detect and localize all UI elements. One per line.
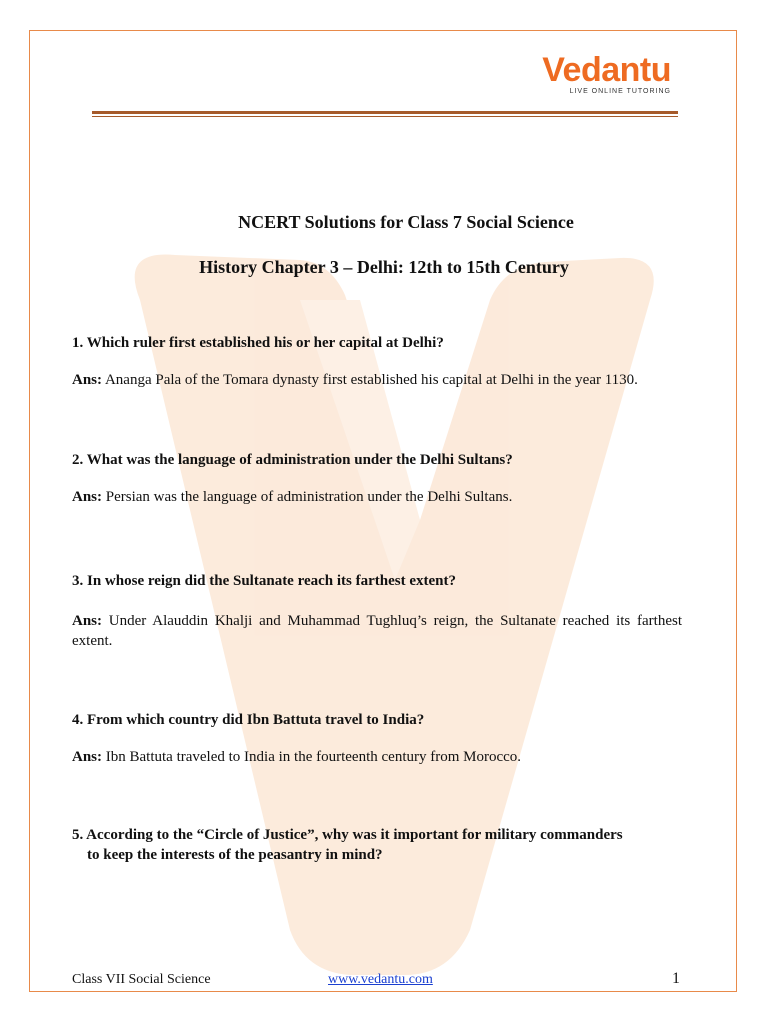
header-rule [92, 111, 678, 114]
page-number: 1 [672, 970, 680, 987]
vedantu-logo [542, 52, 671, 95]
question-5-line-2: to keep the interests of the peasantry in mind? [87, 847, 383, 863]
answer-label: Ans: [72, 749, 103, 765]
logo-tagline: LIVE ONLINE TUTORING [569, 88, 671, 95]
question-1: 1. Which ruler first established his or her capital at Delhi? [72, 335, 444, 351]
document-subtitle: History Chapter 3 – Delhi: 12th to 15th Century [199, 257, 569, 277]
question-5-line-1: 5. According to the “Circle of Justice”, why was it important for military commanders [72, 827, 623, 843]
answer-text: Ananga Pala of the Tomara dynasty first established his capital at Delhi in the year 1130. [104, 372, 638, 388]
logo-wordmark: Vedantu [542, 51, 671, 89]
question-3: 3. In whose reign did the Sultanate reach its farthest extent? [72, 573, 457, 589]
footer-subject: Class VII Social Science [72, 972, 211, 987]
answer-label: Ans: [72, 489, 103, 505]
question-5 [72, 825, 684, 865]
answer-label: Ans: [72, 613, 103, 629]
answer-3 [72, 611, 682, 651]
question-4: 4. From which country did Ibn Battuta travel to India? [72, 712, 425, 728]
answer-4 [72, 747, 682, 767]
answer-2 [72, 487, 682, 507]
question-2: 2. What was the language of administration under the Delhi Sultans? [72, 452, 513, 468]
header-rule-thin [92, 116, 678, 117]
answer-label: Ans: [72, 372, 103, 388]
answer-text: Ibn Battuta traveled to India in the fourteenth century from Morocco. [105, 749, 522, 765]
answer-text: Persian was the language of administration under the Delhi Sultans. [105, 489, 513, 505]
answer-text: Under Alauddin Khalji and Muhammad Tughluq’s reign, the Sultanate reached its farthest extent. [72, 613, 682, 649]
footer-website-link[interactable]: www.vedantu.com [328, 972, 433, 987]
document-title: NCERT Solutions for Class 7 Social Science [238, 212, 574, 232]
answer-1 [72, 370, 682, 390]
